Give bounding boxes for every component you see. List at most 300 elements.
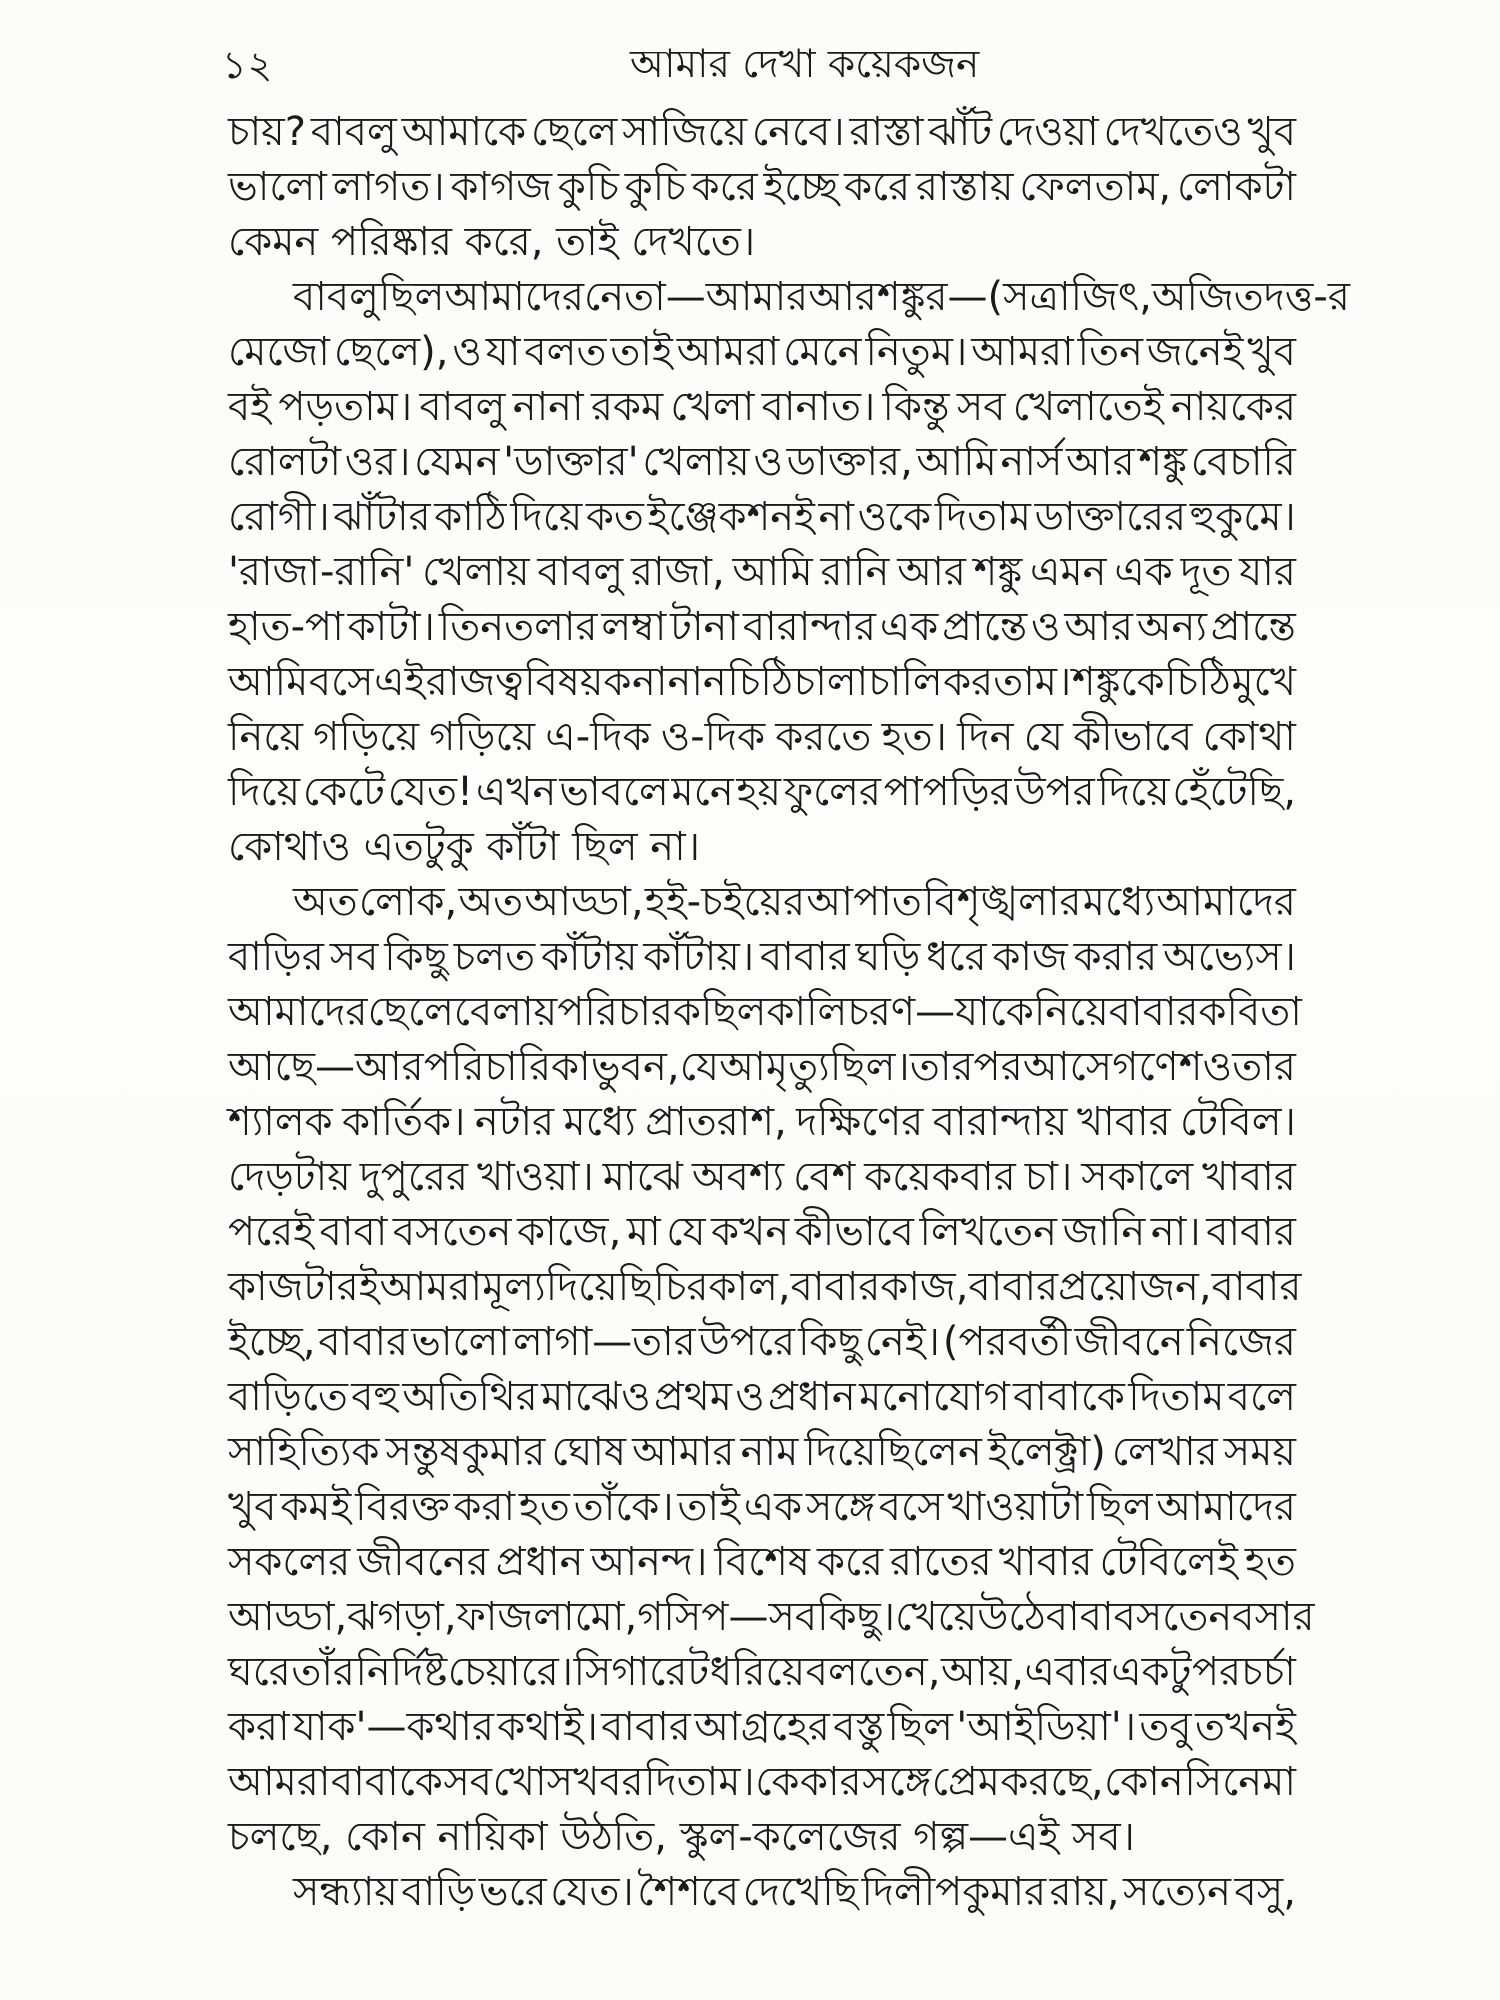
word: বেচারি [1190,439,1296,485]
word: দেড়টায় [228,1154,351,1200]
word: 'রাজা-রানি' [228,549,415,595]
word: শৈশবে [637,1869,740,1915]
word: আড্ডা, [524,879,644,925]
word: দিয়েছি [545,1264,654,1310]
word: শঙ্কুকে [1071,659,1165,705]
word: কাজে, [517,1209,622,1255]
word: নেই। [864,1319,940,1365]
word: মনোযোগ [859,1374,1010,1420]
word: নিজের [1186,1319,1296,1365]
word: প্রধান [768,1374,856,1420]
word: বাবলু [537,549,624,595]
word: উপর [1014,769,1095,815]
word: বিশেষ [714,1539,810,1585]
word: কাটা। [347,604,435,650]
word: করার [1073,934,1158,980]
text-line [228,1206,1296,1261]
word: পড়তাম। [278,384,413,430]
text-line [228,986,1302,1041]
word: আয়, [940,1649,1024,1695]
word: অতিথির [402,1374,538,1420]
word: খেয়ে [895,1594,978,1640]
word: দিন [957,714,1014,760]
word: অভ্যেস। [1163,934,1296,980]
word: নায়কের [1170,384,1296,430]
word: সিগারেট [573,1649,710,1695]
text-line [228,1481,1296,1536]
word: সঙ্গে [862,1759,932,1805]
word: চা। [1024,1154,1073,1200]
word: কয়েকবার [864,1154,1016,1200]
word: ছেলে [530,109,618,155]
text-line [228,711,1296,766]
word: রায়, [1049,1869,1120,1915]
word: ও [1031,604,1061,650]
word: কালিচরণ—যাকে [766,989,1034,1035]
word: তাঁর [291,1649,355,1695]
word: গসিপ—সব [637,1594,818,1640]
word: চিঠি [727,659,794,705]
word: দক্ষিণের [796,1099,924,1145]
word: নিয়ে [228,714,303,760]
word: কেটে [302,769,385,815]
word: বেশ [793,1154,856,1200]
word: টেবিলেই [1099,1539,1238,1585]
word: ধরে [926,934,987,980]
text-line [228,931,1296,986]
word: যেত। [550,1869,634,1915]
word: বসার [1232,1594,1315,1640]
word: করছে, [1000,1759,1104,1805]
word: যে [666,1209,706,1255]
word: সকলের [228,1539,351,1585]
text-line: কেমন পরিষ্কার করে, তাই দেখতে। [228,219,756,265]
word: মনে [671,769,734,815]
word: আমি [916,439,997,485]
word: নটার [474,1099,555,1145]
word: লোকটা [1176,164,1296,210]
word: ছিল। [829,1044,910,1090]
word: লাগা—তার [512,1319,696,1365]
word: অত [293,879,358,925]
word: বসতেন [1113,1594,1233,1640]
text-line [228,766,1296,821]
word: করা [228,1704,290,1750]
word: নাম [740,1429,799,1475]
word: বলে [1227,1374,1296,1420]
word: খেলাতেই [1012,384,1164,430]
text-line [228,271,1350,326]
word: আমৃত্যু [719,1044,830,1090]
word: ইচ্ছে [763,164,839,210]
word: পরিচারিকা [423,1044,591,1090]
text-line [228,1151,1296,1206]
word: কত [585,494,644,540]
text-line [228,1371,1296,1426]
word: হুকুমে। [1189,494,1296,540]
page-number: ১২ [222,43,274,87]
word: দিতাম [1128,1374,1225,1420]
word: যাক'—কথার [292,1704,494,1750]
word: ধরিয়ে [709,1649,806,1695]
word: এ-দিক [545,714,651,760]
word: নেবে। [751,109,845,155]
word: দিলীপকুমার [861,1869,1047,1915]
word: রাজত্ব [425,659,524,705]
word: মেনে [783,329,862,375]
word: না [818,494,855,540]
text-line [228,436,1296,491]
word: চলত [453,934,536,980]
word: ঝাঁট [928,109,992,155]
word: লিখতেন [919,1209,1057,1255]
word: বাবার [601,1704,691,1750]
word: কাঁটায়। [643,934,755,980]
word: কুচি [557,164,619,210]
word: শঙ্কুর—(সত্রাজিৎ, [876,274,1152,320]
word: আমি [732,549,813,595]
word: বাবা [1045,1594,1114,1640]
word: আনন্দ। [590,1539,708,1585]
text-line [228,876,1296,931]
word: ও [452,329,482,375]
page-text [228,106,1350,1921]
word: সময় [1223,1429,1296,1475]
word: বাবা [319,1209,388,1255]
word: খোসখবর [492,1759,644,1805]
word: ডাক্তারের [1034,494,1187,540]
running-header-title: আমার দেখা কয়েকজন [630,42,980,87]
word: প্রান্তে [942,604,1028,650]
word: প্রান্তে [1210,604,1296,650]
word: শ্যালক [228,1099,333,1145]
word: রোগী। [228,494,330,540]
word: বিষয়ক [524,659,632,705]
word: আর [808,274,877,320]
text-line [228,1536,1296,1591]
word: কথাই। [497,1704,598,1750]
word: পরেই [228,1209,315,1255]
word: 'ডাক্তার' [503,439,639,485]
word: কিন্তু [882,384,950,430]
word: বহু [351,1374,400,1420]
word: নানা [512,384,584,430]
text-line [228,1756,1296,1811]
word: ছিল [701,989,767,1035]
word: ঘোষ [551,1429,627,1475]
word: কোথা [1202,714,1296,760]
word: কাগজ [450,164,553,210]
word: কীভাবে [1073,714,1193,760]
word: বাবার [318,1319,409,1365]
text-line [228,1701,1296,1756]
word: করে [816,1539,884,1585]
word: বাবাকে [1013,1374,1125,1420]
word: এমন [1030,549,1107,595]
word: লাগত। [332,164,445,210]
word: ঝাঁটার [333,494,431,540]
word: সব [956,384,1006,430]
word: টানা [670,604,740,650]
text-line [228,1041,1296,1096]
word: দিতাম [934,494,1031,540]
word: ও-দিক [660,714,766,760]
word: কাজটারই [228,1264,380,1310]
word: আমাদের [444,274,584,320]
word: কাঁটায় [540,934,638,980]
word: ডাক্তার, [786,439,913,485]
word: অবশ্য [691,1154,785,1200]
word: আর [897,549,966,595]
word: উঠে [977,1594,1046,1640]
word: আমাদের [1156,879,1296,925]
word: ভালো [228,164,327,210]
word: ভুবন, [590,1044,680,1090]
word: আমাদের [1156,1484,1296,1530]
word: বই [228,384,272,430]
word: যে [1023,714,1063,760]
text-line [228,161,1296,216]
word: কাজ, [880,1264,969,1310]
word: ফুলের [783,769,881,815]
text-line: কোথাও এতটুকু কাঁটা ছিল না। [228,824,701,870]
word: ঝগড়া, [347,1594,457,1640]
word: সঙ্গে [805,1484,875,1530]
word: মধ্যে [1082,879,1156,925]
word: নেতা—আমার [584,274,809,320]
word: চেয়ারে। [447,1649,574,1695]
word: রাজা, [631,549,725,595]
word: রাস্তায় [915,164,1014,210]
word: কার [800,1759,862,1805]
text-line [228,601,1296,656]
word: মধ্যে [563,1099,636,1145]
word: জীবনে [1074,1319,1184,1365]
word: আমরা [676,329,780,375]
word: বারান্দায় [932,1099,1068,1145]
word: আর [1064,604,1133,650]
word: কমই [280,1484,352,1530]
word: কীভাবে [794,1209,914,1255]
word: একটু [1111,1649,1192,1695]
word: বসু, [1234,1869,1296,1915]
word: পরচর্চা [1191,1649,1296,1695]
word: বসে [878,1484,944,1530]
word: দেখতেও [1103,109,1243,155]
word: বলত [524,329,607,375]
word: বসতেন [392,1209,512,1255]
word: আপাত [806,879,922,925]
word: তাঁকে। [573,1484,674,1530]
word: আমাদের [228,989,368,1035]
word: আর [1066,439,1135,485]
word: মাঝেও [541,1374,651,1420]
word: ঘরে [228,1649,291,1695]
text-line [228,1261,1302,1316]
word: খুব [1247,329,1296,375]
word: হত [518,1484,570,1530]
word: আমরা [971,329,1074,375]
word: কোন [1104,1759,1184,1805]
word: জনেই [1146,329,1244,375]
word: শঙ্কু [1138,439,1188,485]
word: প্রাতরাশ, [645,1099,787,1145]
word: অত [458,879,524,925]
word: নির্দিষ্ট [355,1649,448,1695]
word: চিঠি [1165,659,1231,705]
word: বলতেন, [805,1649,941,1695]
word: বাবার [760,934,850,980]
word: ও [735,1374,765,1420]
word: বাড়িতে [228,1374,348,1420]
word: খাবার [998,1539,1093,1585]
word: কিছু [798,1319,862,1365]
word: যার [1239,549,1296,595]
word: বারান্দার [742,604,877,650]
word: দিয়ে [228,769,301,815]
word: ছিল [1087,1484,1153,1530]
word: যা [485,329,521,375]
word: দেওয়া [996,109,1099,155]
word: সব [443,1759,493,1805]
word: প্রয়োজন, [1058,1264,1212,1310]
word: কুচি [624,164,686,210]
word: বাবলু [310,109,397,155]
word: ইচ্ছে, [228,1319,316,1365]
word: হাত-পা [228,604,344,650]
text-line [228,1426,1296,1481]
word: আমি [228,659,309,705]
text-line [228,1866,1296,1921]
word: হই-চইয়ের [644,879,806,925]
word: ছিল [887,1704,953,1750]
text-line [228,1096,1296,1151]
word: এক [879,604,939,650]
word: ফেলতাম, [1019,164,1172,210]
word: যেত! [387,769,474,815]
word: বাবার [1206,1209,1296,1255]
word: সন্ধ্যায় [293,1869,398,1915]
word: কাজ [992,934,1068,980]
word: তাই [610,329,673,375]
text-line [228,1316,1296,1371]
word: রাস্তা [849,109,924,155]
word: বাবার [968,1264,1059,1310]
word: সাহিত্যিক [228,1429,380,1475]
word: নার্স [1000,439,1063,485]
word: মূল্য [482,1264,546,1310]
text-line [228,546,1296,601]
word: দত্ত-র [1263,274,1350,320]
word: আমরা [228,1759,331,1805]
word: ইঞ্জেকশনই [647,494,815,540]
word: তিনতলার [438,604,598,650]
word: তাই [677,1484,740,1530]
word: আমাকে [401,109,527,155]
word: জানি [1062,1209,1146,1255]
word: সন্তুষকুমার [385,1429,546,1475]
word: তবু [1139,1704,1192,1750]
text-line [228,381,1296,436]
word: ও [753,439,783,485]
word: কবিতা [1198,989,1302,1035]
word: আছে—আর [228,1044,424,1090]
word: চালাচালি [793,659,943,705]
word: না। [1150,1209,1201,1255]
word: প্রথম [654,1374,732,1420]
word: যে [679,1044,720,1090]
word: এখন [475,769,557,815]
word: মুখে [1231,659,1296,705]
word: বাড়ি [401,1869,476,1915]
word: (পরবর্তী [942,1319,1072,1365]
word: খাওয়াটা [947,1484,1084,1530]
word: ইলেক্ট্রা) [987,1429,1106,1475]
word: জীবনের [357,1539,489,1585]
word: ওর। [344,439,411,485]
word: বাড়ির [228,934,324,980]
text-line [228,1646,1296,1701]
word: মা [626,1209,661,1255]
word: তিন [1077,329,1143,375]
word: কে [755,1759,800,1805]
word: ঘড়ি [855,934,921,980]
word: কিছু। [817,1594,896,1640]
word: বানাত। [761,384,876,430]
word: হেঁটেছি, [1172,769,1296,815]
word: সব [329,934,379,980]
word: বসে [308,659,374,705]
word: তার [1232,1044,1296,1090]
word: আসে [1022,1044,1113,1090]
text-line [228,1591,1315,1646]
word: বাবলু [419,384,506,430]
word: টেবিল। [1180,1099,1296,1145]
word: বাবলু [293,274,379,320]
word: কার্তিক। [342,1099,466,1145]
word: রকম [590,384,664,430]
word: শঙ্কু [973,549,1023,595]
word: সিনেমা [1184,1759,1296,1805]
word: মাঝে [602,1154,683,1200]
text-line [228,106,1296,161]
word: সকালে [1081,1154,1194,1200]
word: বস্তু [833,1704,885,1750]
word: বিরক্ত [355,1484,450,1530]
word: পাপড়ির [883,769,1012,815]
word: করতাম। [943,659,1072,705]
word: গড়িয়ে [429,714,536,760]
text-line [228,326,1296,381]
word: সাজিয়ে [622,109,748,155]
text-line [228,491,1296,546]
word: ছেলে), [333,329,449,375]
word: বাবার [790,1264,881,1310]
word: অজিত [1151,274,1264,320]
word: বিশৃঙ্খলার [923,879,1082,925]
word: হত। [881,714,947,760]
word: খেলা [670,384,755,430]
text-line [228,656,1296,711]
word: দুপুরের [359,1154,469,1200]
word: দূত [1180,549,1232,595]
word: দিয়ে [1097,769,1170,815]
word: খুব [1247,109,1296,155]
word: নিতুম। [865,329,968,375]
word: তারপর [909,1044,1023,1090]
word: ভাবলে [559,769,669,815]
word: চায়? [228,109,306,155]
